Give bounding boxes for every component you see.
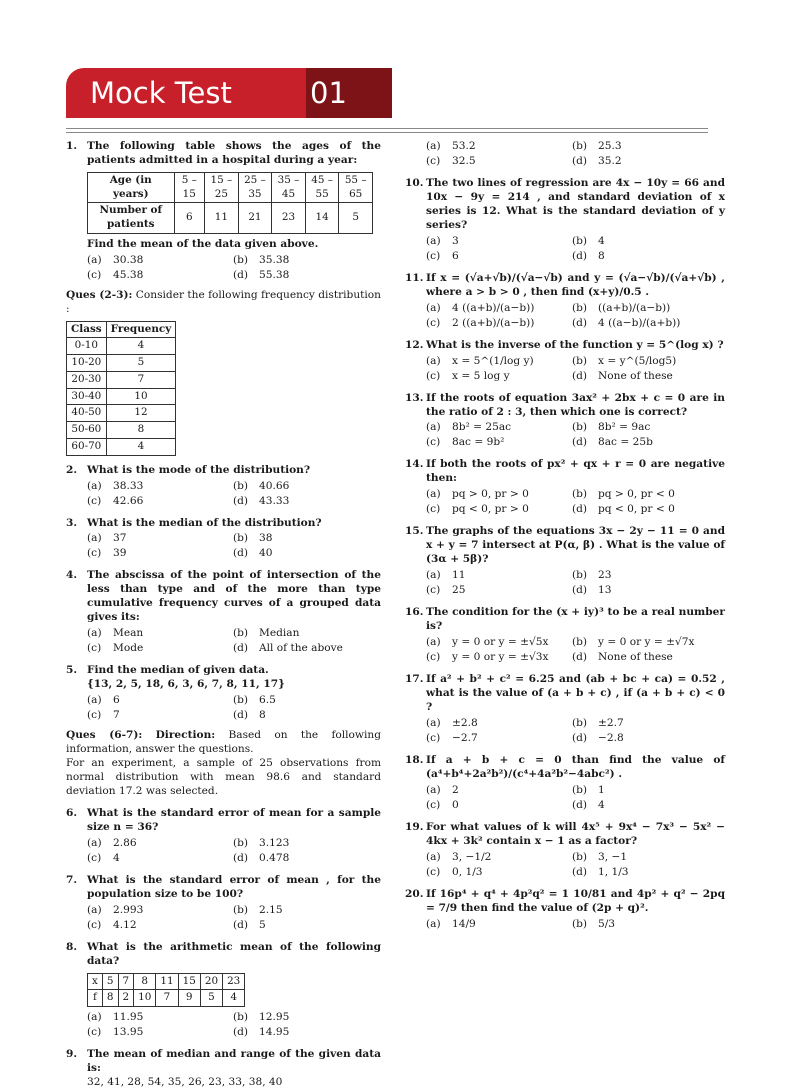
question-3-options: (a) 37 (b) 38 (c) 39 (d) 40 — [87, 532, 273, 560]
question-18-options: (a) 2 (b) 1 (c) 0 (d) 4 — [426, 783, 605, 811]
question-4: 4. The abscissa of the point of intersection of the less than type and of the more than type cumulative frequency curves of a grouped data gives its: — [66, 569, 381, 624]
option-c: (c) 45.38 — [87, 268, 144, 281]
question-9-options: (a) 53.2 (b) 25.3 (c) 32.5 (d) 35.2 — [426, 140, 622, 167]
question-15: 15. The graphs of the equations 3x − 2y − 11 = 0 and x + y = 7 intersect at P(α, β) . What is the value of (3α + 5β)? — [405, 525, 725, 566]
question-14-options: (a) pq > 0, pr > 0 (b) pq > 0, pr < 0 (c) pq < 0, pr > 0 (d) pq < 0, pr < 0 — [426, 488, 675, 516]
left-column — [66, 140, 381, 1090]
question-17: 17. If a² + b² + c² = 6.25 and (ab + bc + ca) = 0.52 , what is the value of (a + b + c) , if (a + b + c) < 0 ? — [405, 673, 725, 713]
question-13: 13. If the roots of equation 3ax² + 2bx + c = 0 are in the ratio of 2 : 3, then which one is correct? — [405, 391, 725, 418]
option-d: (d) 55.38 — [233, 268, 290, 281]
question-17-options: (a) ±2.8 (b) ±2.7 (c) −2.7 (d) −2.8 — [426, 716, 624, 744]
option-b: (b) 35.38 — [233, 253, 290, 266]
question-8: 8. What is the arithmetic mean of the following data? — [66, 940, 381, 967]
question-13-options: (a) 8b² = 25ac (b) 8b² = 9ac (c) 8ac = 9b² (d) 8ac = 25b — [426, 421, 653, 449]
header-rule — [66, 128, 708, 129]
ques-6-7-intro: Ques (6-7): Direction: Based on the following information, answer the questions. For an experiment, a sample of 25 observations from normal distribution with mean 98.6 and standard deviation 17.2 was selected. — [66, 729, 381, 797]
patients-row: Number of patients 6 11 21 23 14 5 — [88, 203, 373, 233]
banner-title: Mock Test — [90, 76, 232, 110]
question-10-options: (a) 3 (b) 4 (c) 6 (d) 8 — [426, 234, 605, 262]
right-column — [405, 140, 725, 932]
question-7: 7. What is the standard error of mean , for the population size to be 100? — [66, 873, 381, 900]
ques-2-3-intro: Ques (2-3): Consider the following frequency distribution : — [66, 288, 381, 315]
question-11: 11. If x = (√a+√b)/(√a−√b) and y = (√a−√b)/(√a+√b) , where a > b > 0 , then find (x+y)/0.5 . — [405, 271, 725, 298]
question-20: 20. If 16p⁴ + q⁴ + 4p²q² = 1 10/81 and 4p² + q² − 2pq = 7/9 then find the value of (2p + q)². — [405, 887, 725, 914]
question-16: 16. The condition for the (x + iy)³ to be a real number is? — [405, 606, 725, 633]
question-8-options: (a) 11.95 (b) 12.95 (c) 13.95 (d) 14.95 — [87, 1011, 290, 1039]
xf-table: x 5 7 8 11 15 20 23 f 8 2 10 7 9 5 4 — [87, 973, 245, 1007]
mock-test-banner — [66, 68, 392, 118]
question-14: 14. If both the roots of px² + qx + r = 0 are negative then: — [405, 458, 725, 485]
question-19-options: (a) 3, −1/2 (b) 3, −1 (c) 0, 1/3 (d) 1, 1/3 — [426, 850, 629, 878]
question-1: 1. The following table shows the ages of the patients admitted in a hospital during a year: — [66, 140, 381, 166]
question-15-options: (a) 11 (b) 23 (c) 25 (d) 13 — [426, 569, 612, 597]
question-6: 6. What is the standard error of mean for a sample size n = 36? — [66, 806, 381, 833]
question-4-options: (a) Mean (b) Median (c) Mode (d) All of the above — [87, 627, 343, 655]
question-3: 3. What is the median of the distribution? — [66, 516, 322, 529]
age-row: Age (in years) 5 – 15 15 – 25 25 – 35 35 – 45 45 – 55 55 – 65 — [88, 172, 373, 202]
question-9: 9. The mean of median and range of the given data is: 32, 41, 28, 54, 35, 26, 23, 33, 38, 40 — [66, 1048, 381, 1088]
question-19: 19. For what values of k will 4x⁵ + 9x⁴ − 7x³ − 5x² − 4kx + 3k² contain x − 1 as a factor? — [405, 820, 725, 847]
question-12-options: (a) x = 5^(1/log y) (b) x = y^(5/log5) (c) x = 5 log y (d) None of these — [426, 354, 677, 382]
question-5-options: (a) 6 (b) 6.5 (c) 7 (d) 8 — [87, 694, 276, 722]
option-a: (a) 30.38 — [87, 253, 144, 266]
question-20-options: (a) 14/9 (b) 5/3 — [426, 917, 616, 930]
age-table — [87, 172, 373, 234]
question-16-options: (a) y = 0 or y = ±√5x (b) y = 0 or y = ±√7x (c) y = 0 or y = ±√3x (d) None of these — [426, 636, 695, 664]
question-18: 18. If a + b + c = 0 than find the value of (a⁴+b⁴+2a²b²)/(c⁴+4a²b²−4abc²) . — [405, 753, 725, 780]
question-6-options: (a) 2.86 (b) 3.123 (c) 4 (d) 0.478 — [87, 836, 290, 864]
question-2: 2. What is the mode of the distribution? — [66, 463, 311, 476]
header-rule-2 — [66, 132, 708, 133]
question-12: 12. What is the inverse of the function y = 5^(log x) ? — [405, 338, 724, 351]
question-2-options: (a) 38.33 (b) 40.66 (c) 42.66 (d) 43.33 — [87, 479, 290, 507]
question-1-options — [66, 254, 381, 283]
question-5: 5. Find the median of given data. {13, 2, 5, 18, 6, 3, 6, 7, 8, 11, 17} — [66, 664, 285, 691]
question-10: 10. The two lines of regression are 4x − 10y = 66 and 10x − 9y = 214 , and standard deviation of x series is 12. What is the standard deviation of y series? — [405, 176, 725, 231]
frequency-table: Class Frequency 0-10 4 10-20 5 20-30 7 30-40 10 40-50 12 50-60 8 60-70 4 — [66, 321, 176, 456]
question-11-options: (a) 4 ((a+b)/(a−b)) (b) ((a+b)/(a−b)) (c) 2 ((a+b)/(a−b)) (d) 4 ((a−b)/(a+b)) — [426, 301, 681, 329]
question-1-ask: Find the mean of the data given above. — [87, 237, 319, 250]
question-7-options: (a) 2.993 (b) 2.15 (c) 4.12 (d) 5 — [87, 903, 283, 931]
banner-number: 01 — [310, 76, 347, 110]
